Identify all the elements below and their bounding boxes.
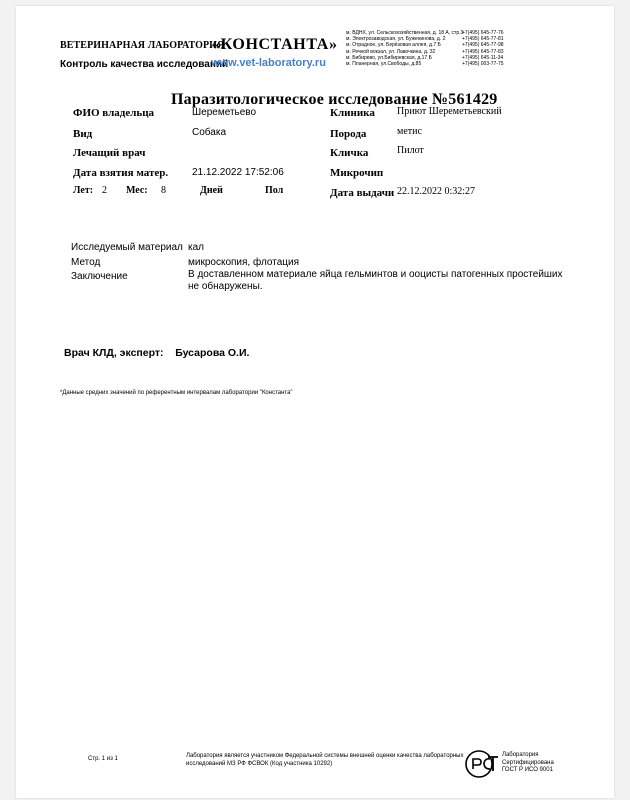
page-number: Стр. 1 из 1 xyxy=(88,756,118,762)
document-title: Паразитологическое исследование №561429 xyxy=(171,91,498,108)
address-line: м. Бибирево, ул.Бибиревская, д.17 Б xyxy=(346,54,432,61)
conclusion-label: Заключение xyxy=(71,271,128,282)
cert-line: Сертифицирована xyxy=(502,759,554,766)
phone-line: +7(495) 645-11-34 xyxy=(462,54,504,61)
address-line: м. Отрадное, ул. Берёзовая аллея, д.7 Б xyxy=(346,42,441,49)
document-page xyxy=(16,6,614,798)
species-label: Вид xyxy=(73,128,93,140)
address-line: м. Речной вокзал, ул. Лавочкина, д. 32 xyxy=(346,48,436,55)
nickname-value: Пилот xyxy=(397,145,424,156)
nickname-label: Кличка xyxy=(330,147,369,159)
lab-website[interactable]: www.vet-laboratory.ru xyxy=(211,57,326,69)
address-line: м. ВДНХ, ул. Сельскохозяйственная, д. 18 А, стр.3 xyxy=(346,30,464,36)
phone-line: +7(495) 645-77-83 xyxy=(462,48,504,55)
months-label: Мес: xyxy=(126,185,148,196)
method-label: Метод xyxy=(71,257,101,268)
lab-subtitle: Контроль качества исследований xyxy=(60,59,229,70)
issue-date-label: Дата выдачи xyxy=(330,187,395,199)
footnote: *Данные средних значений по референтным интервалам лаборатории "Константа" xyxy=(60,390,293,396)
days-label: Дней xyxy=(200,185,223,196)
lab-name: ВЕТЕРИНАРНАЯ ЛАБОРАТОРИЯ xyxy=(60,40,225,51)
sample-date-value: 21.12.2022 17:52:06 xyxy=(192,167,284,178)
owner-label: ФИО владельца xyxy=(73,107,155,119)
species-value: Собака xyxy=(192,127,226,138)
doctor-label: Лечащий врач xyxy=(73,147,146,159)
phone-list xyxy=(462,30,522,67)
breed-label: Порода xyxy=(330,128,367,140)
months-value: 8 xyxy=(161,185,166,196)
cert-line: ГОСТ Р ИСО 9001 xyxy=(502,767,553,773)
material-label: Исследуемый материал xyxy=(71,242,183,253)
method-value: микроскопия, флотация xyxy=(188,257,300,268)
certification-text xyxy=(502,752,554,775)
phone-line: +7(495) 645-77-81 xyxy=(462,36,504,43)
issue-date-value: 22.12.2022 0:32:27 xyxy=(397,186,476,197)
material-value: кал xyxy=(188,242,204,253)
years-label: Лет: xyxy=(73,185,94,196)
conclusion-value: В доставленном материале яйца гельминтов и ооцисты патогенных простейших не обнаружены. xyxy=(188,269,563,292)
sex-label: Пол xyxy=(265,185,284,196)
clinic-label: Клиника xyxy=(330,107,375,119)
lab-brand: «КОНСТАНТА» xyxy=(212,36,338,53)
microchip-label: Микрочип xyxy=(330,167,384,179)
cert-line: Лаборатория xyxy=(502,752,539,758)
clinic-value: Приют Шереметьевский xyxy=(397,106,502,117)
address-line: м. Планерная, ул.Свободы, д.85 xyxy=(346,61,422,68)
phone-line: +7(495) 645-77-76 xyxy=(462,30,504,36)
breed-value: метис xyxy=(397,126,422,137)
sample-date-label: Дата взятия матер. xyxy=(73,167,169,179)
years-value: 2 xyxy=(102,185,107,196)
participation-note: Лаборатория является участником Федеральной системы внешней оценки качества лабораторных исследований МЗ РФ ФСВОК (Код участника 10292) xyxy=(186,753,464,767)
owner-value: Шереметьево xyxy=(192,107,257,118)
phone-line: +7(495) 645-77-98 xyxy=(462,42,504,49)
phone-line: +7(495) 003-77-75 xyxy=(462,61,504,68)
address-line: м. Электрозаводская, ул. Буженинова, д. 2 xyxy=(346,36,446,43)
certification-mark-icon xyxy=(464,749,500,784)
signature: Врач КЛД, эксперт: Бусарова О.И. xyxy=(64,347,250,359)
